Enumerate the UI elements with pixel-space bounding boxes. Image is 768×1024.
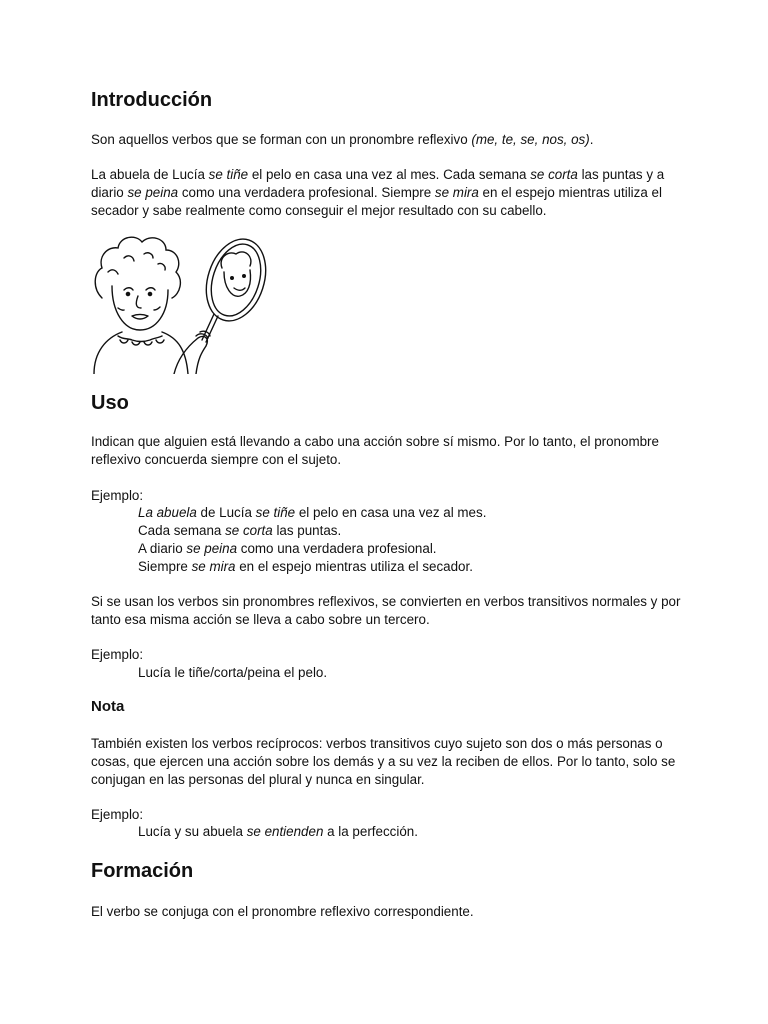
heading-uso: Uso xyxy=(91,392,129,414)
example-line: Lucía le tiñe/corta/peina el pelo. xyxy=(138,665,328,680)
intro-paragraph-2: La abuela de Lucía se tiñe el pelo en casa una vez al mes. Cada semana se corta las puntas y a diario se peina como una verdadera profesional. Siempre se mira en el espejo mientras utiliza el secador y sabe realmente como conseguir el mejor resultado con su cabello. xyxy=(91,167,665,218)
ejemplo-label: Ejemplo: xyxy=(91,647,144,662)
example-line: Siempre se mira en el espejo mientras utiliza el secador. xyxy=(138,559,473,574)
example-line: Lucía y su abuela se entienden a la perfección. xyxy=(138,824,418,839)
example-line: A diario se peina como una verdadera profesional. xyxy=(138,541,437,556)
grandmother-mirror-illustration xyxy=(88,228,268,374)
ejemplo-label: Ejemplo: xyxy=(91,807,144,822)
formacion-paragraph: El verbo se conjuga con el pronombre reflexivo correspondiente. xyxy=(91,904,474,919)
intro-paragraph-1: Son aquellos verbos que se forman con un pronombre reflexivo (me, te, se, nos, os). xyxy=(91,132,594,147)
heading-nota: Nota xyxy=(91,698,125,715)
ejemplo-label: Ejemplo: xyxy=(91,488,144,503)
heading-formacion: Formación xyxy=(91,860,194,882)
nota-paragraph: También existen los verbos recíprocos: verbos transitivos cuyo sujeto son dos o más personas o cosas, que ejercen una acción sobre los demás y a su vez la reciben de ellos. Por lo tanto, solo se conjugan en las personas del plural y nunca en singular. xyxy=(91,736,676,787)
transitive-paragraph: Si se usan los verbos sin pronombres reflexivos, se convierten en verbos transitivos normales y por tanto esa misma acción se lleva a cabo sobre un tercero. xyxy=(91,594,681,627)
example-line: Cada semana se corta las puntas. xyxy=(138,523,342,538)
example-line: La abuela de Lucía se tiñe el pelo en casa una vez al mes. xyxy=(138,505,487,520)
uso-paragraph: Indican que alguien está llevando a cabo una acción sobre sí mismo. Por lo tanto, el pronombre reflexivo concuerda siempre con el sujeto. xyxy=(91,434,659,467)
heading-introduccion: Introducción xyxy=(91,89,213,111)
